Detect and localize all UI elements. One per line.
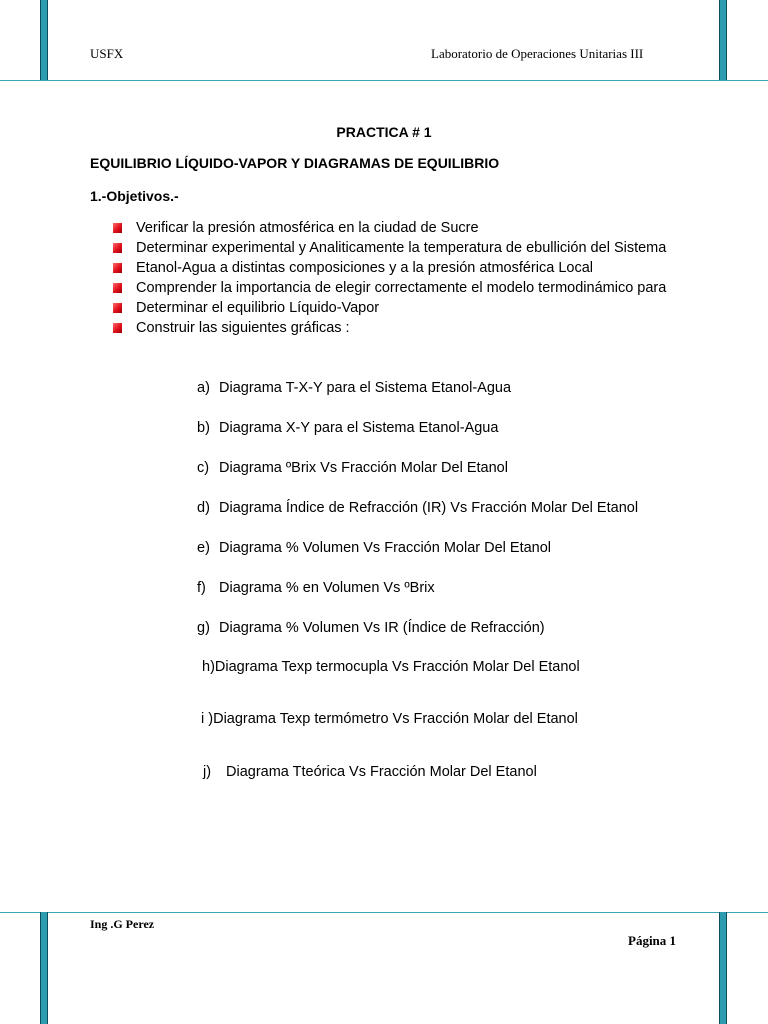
left-top-border-bar: [40, 0, 48, 80]
diagram-text: Diagrama T-X-Y para el Sistema Etanol-Agua: [219, 380, 512, 396]
objective-item: [112, 258, 678, 278]
diagram-item: [197, 540, 551, 556]
right-top-border-bar: [719, 0, 727, 80]
objective-text: Verificar la presión atmosférica en la ciudad de Sucre: [136, 220, 479, 236]
diagram-label: g): [197, 620, 210, 636]
diagram-label: b): [197, 420, 210, 436]
objectives-list: [112, 218, 678, 338]
diagram-item: [197, 500, 638, 516]
diagram-label: h): [202, 659, 215, 675]
bullet-icon: [113, 263, 122, 273]
diagram-item: [197, 620, 545, 636]
diagram-item: [197, 580, 435, 596]
objective-text: Determinar el equilibrio Líquido-Vapor: [136, 300, 380, 316]
diagram-item: [197, 380, 511, 396]
diagram-text: Diagrama % en Volumen Vs ºBrix: [219, 580, 435, 596]
diagram-item: [197, 460, 508, 476]
bullet-icon: [113, 303, 122, 313]
objective-item: [112, 298, 678, 318]
diagram-text: Diagrama % Volumen Vs Fracción Molar Del Etanol: [219, 540, 552, 556]
diagram-item: [197, 420, 498, 436]
diagram-text: Diagrama % Volumen Vs IR (Índice de Refracción): [219, 620, 545, 636]
objective-item: [112, 218, 678, 238]
diagram-text: Diagrama Índice de Refracción (IR) Vs Fracción Molar Del Etanol: [219, 500, 639, 516]
objective-text: Comprender la importancia de elegir correctamente el modelo termodinámico para: [136, 280, 667, 296]
diagram-label: i ): [201, 711, 214, 727]
objective-item: [112, 278, 678, 298]
diagram-label: d): [197, 500, 210, 516]
bullet-icon: [113, 223, 122, 233]
bullet-icon: [113, 243, 122, 253]
diagram-label: e): [197, 540, 210, 556]
header-right-text: Laboratorio de Operaciones Unitarias III: [431, 46, 644, 61]
diagram-item: [203, 764, 537, 780]
diagram-item: [202, 659, 580, 675]
right-bottom-border-bar: [719, 912, 727, 1024]
objective-item: [112, 318, 678, 338]
footer-page-number: Página 1: [628, 933, 677, 948]
practice-title: PRACTICA # 1: [336, 124, 432, 140]
diagram-label: f): [197, 580, 206, 596]
diagram-text: Diagrama X-Y para el Sistema Etanol-Agua: [219, 420, 499, 436]
header-divider-line: [0, 80, 768, 81]
diagram-label: j): [203, 764, 212, 780]
left-bottom-border-bar: [40, 912, 48, 1024]
bullet-icon: [113, 283, 122, 293]
diagram-text: Diagrama Tteórica Vs Fracción Molar Del Etanol: [226, 764, 537, 780]
diagram-label: a): [197, 380, 210, 396]
diagram-item: [201, 711, 578, 727]
diagram-text: Diagrama Texp termómetro Vs Fracción Molar del Etanol: [213, 711, 578, 727]
objective-item: [112, 238, 678, 258]
footer-author: Ing .G Perez: [90, 917, 155, 931]
footer-divider-line: [0, 912, 768, 913]
diagram-text: Diagrama ºBrix Vs Fracción Molar Del Etanol: [219, 460, 508, 476]
objective-text: Determinar experimental y Analiticamente la temperatura de ebullición del Sistema: [136, 240, 667, 256]
objective-text: Etanol-Agua a distintas composiciones y a la presión atmosférica Local: [136, 260, 593, 276]
bullet-icon: [113, 323, 122, 333]
diagram-text: Diagrama Texp termocupla Vs Fracción Molar Del Etanol: [214, 659, 580, 675]
section-title: 1.-Objetivos.-: [90, 188, 179, 204]
diagram-label: c): [197, 460, 210, 476]
objective-text: Construir las siguientes gráficas :: [136, 320, 350, 336]
main-title: EQUILIBRIO LÍQUIDO-VAPOR Y DIAGRAMAS DE EQUILIBRIO: [90, 155, 500, 171]
header-left-text: USFX: [90, 46, 124, 61]
